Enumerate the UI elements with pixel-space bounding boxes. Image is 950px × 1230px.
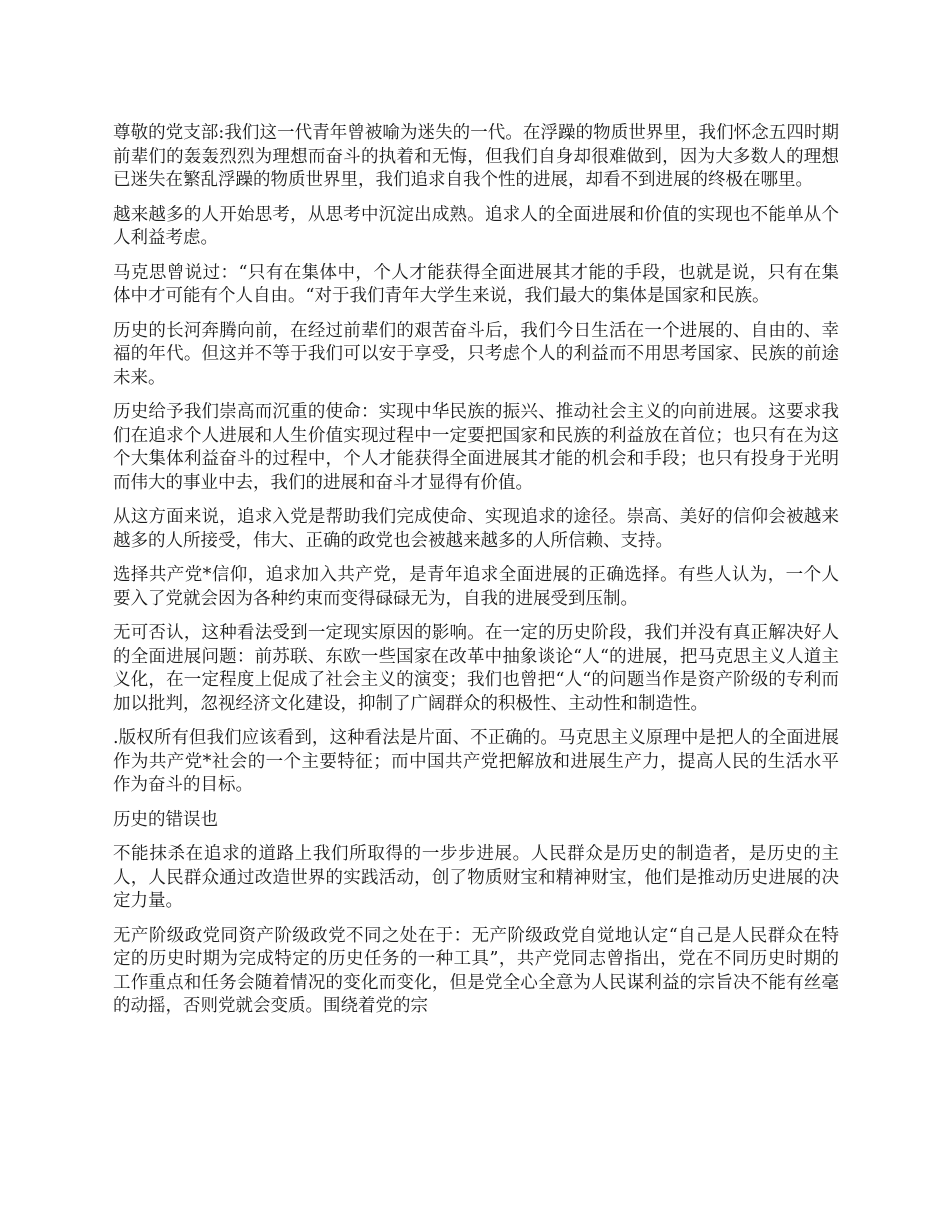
paragraph-10: 历史的错误也 [113,809,218,830]
paragraph-8: 无可否认，这种看法受到一定现实原因的影响。在一定的历史阶段，我们并没有真正解决好人的全面进展问题：前苏联、东欧一些国家在改革中抽象谈论“人“的进展，把马克思主义人道主义化，在一定程度上促成了社会主义的演变；我们也曾把“人“的问题当作是资产阶级的专利而加以批判，忽视经济文化建设，抑制了广阔群众的积极性、主动性和制造性。 [113,623,839,714]
paragraph-6: 从这方面来说，追求入党是帮助我们完成使命、实现追求的途径。崇高、美好的信仰会被越来越多的人所接受，伟大、正确的政党也会被越来越多的人所信赖、支持。 [113,507,839,551]
paragraph-9: .版权所有但我们应该看到，这种看法是片面、不正确的。马克思主义原理中是把人的全面进展作为共产党*社会的一个主要特征；而中国共产党把解放和进展生产力，提高人民的生活水平作为奋斗的目标。 [113,728,839,795]
paragraph-2: 越来越多的人开始思考，从思考中沉淀出成熟。追求人的全面进展和价值的实现也不能单从个人利益考虑。 [113,204,839,248]
paragraph-11: 不能抹杀在追求的道路上我们所取得的一步步进展。人民群众是历史的制造者，是历史的主人，人民群众通过改造世界的实践活动，创了物质财宝和精神财宝，他们是推动历史进展的决定力量。 [113,844,839,911]
paragraph-3: 马克思曾说过：“只有在集体中，个人才能获得全面进展其才能的手段，也就是说，只有在集体中才可能有个人自由。“对于我们青年大学生来说，我们最大的集体是国家和民族。 [113,262,839,306]
paragraph-7: 选择共产党*信仰，追求加入共产党，是青年追求全面进展的正确选择。有些人认为，一个人要入了党就会因为各种约束而变得碌碌无为，自我的进展受到压制。 [113,565,839,609]
document-body [113,122,839,1030]
paragraph-1: 尊敬的党支部:我们这一代青年曾被喻为迷失的一代。在浮躁的物质世界里，我们怀念五四时期前辈们的轰轰烈烈为理想而奋斗的执着和无悔，但我们自身却很难做到，因为大多数人的理想已迷失在繁乱浮躁的物质世界里，我们追求自我个性的进展，却看不到进展的终极在哪里。 [113,123,839,190]
paragraph-12: 无产阶级政党同资产阶级政党不同之处在于：无产阶级政党自觉地认定“自己是人民群众在特定的历史时期为完成特定的历史任务的一种工具”，共产党同志曾指出，党在不同历史时期的工作重点和任务会随着情况的变化而变化，但是党全心全意为人民谋利益的宗旨决不能有丝毫的动摇，否则党就会变质。围绕着党的宗 [113,925,839,1016]
paragraph-4: 历史的长河奔腾向前，在经过前辈们的艰苦奋斗后，我们今日生活在一个进展的、自由的、幸福的年代。但这并不等于我们可以安于享受，只考虑个人的利益而不用思考国家、民族的前途未来。 [113,320,839,388]
paragraph-5: 历史给予我们崇高而沉重的使命：实现中华民族的振兴、推动社会主义的向前进展。这要求我们在追求个人进展和人生价值实现过程中一定要把国家和民族的利益放在首位；也只有在为这个大集体利益奋斗的过程中，个人才能获得全面进展其才能的机会和手段；也只有投身于光明而伟大的事业中去，我们的进展和奋斗才显得有价值。 [113,402,839,493]
